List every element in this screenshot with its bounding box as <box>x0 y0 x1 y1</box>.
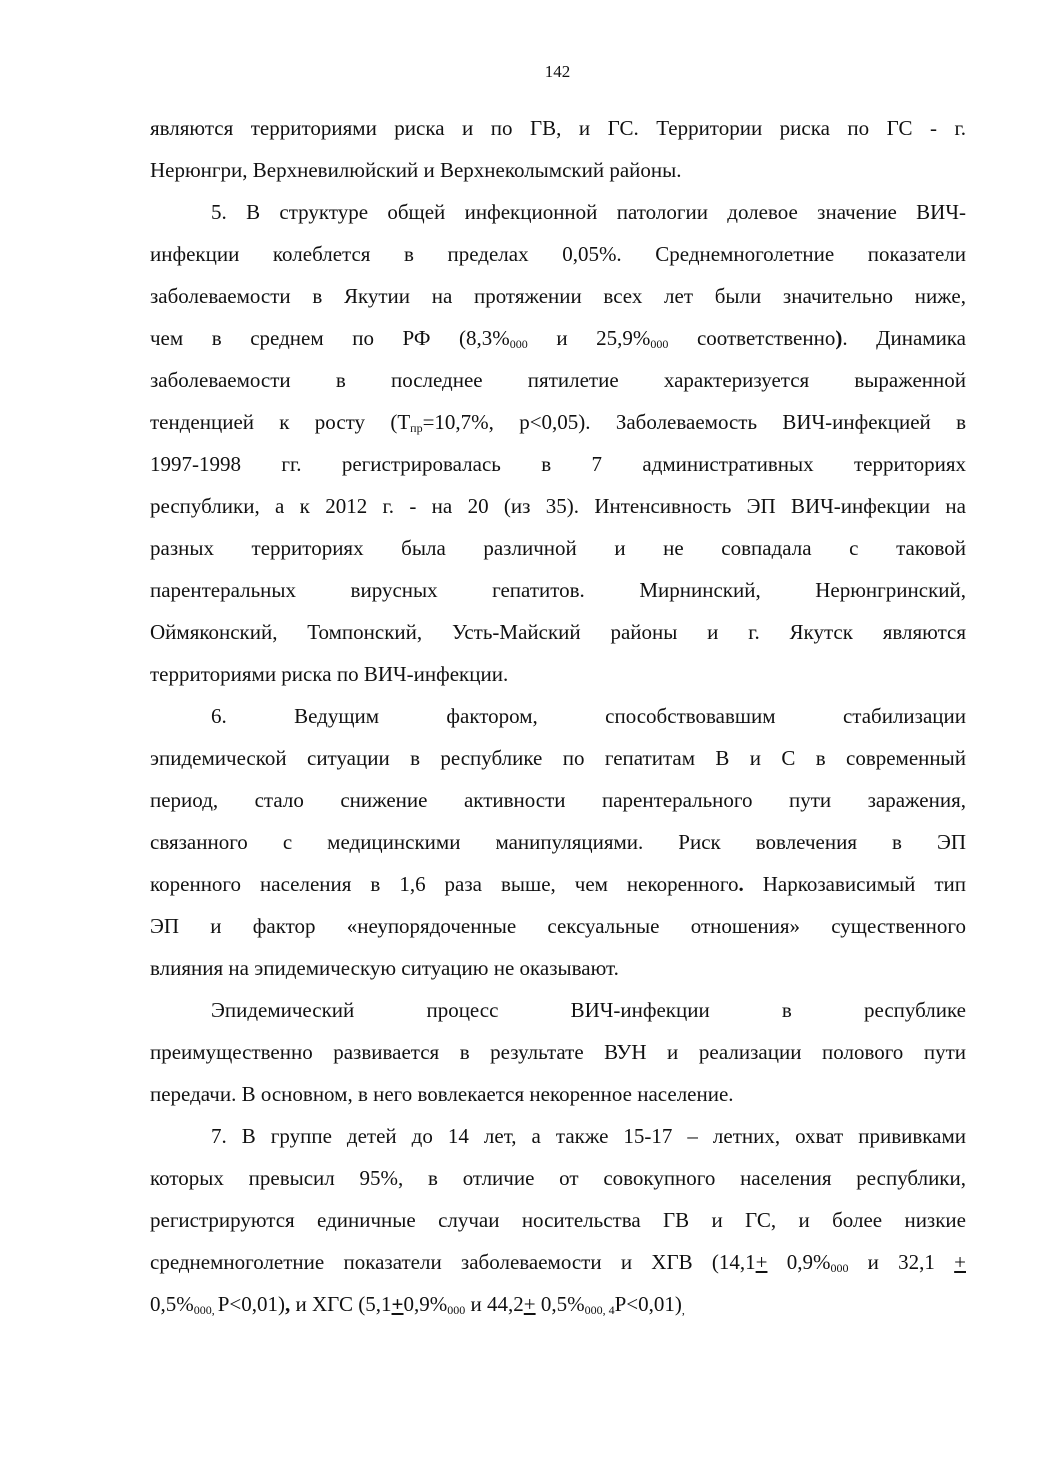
text-span: Нерюнгри, Верхневилюйский и Верхнеколымский районы. <box>150 158 682 182</box>
text-span: 0,9% <box>403 1292 448 1316</box>
text-line <box>150 788 966 814</box>
text-span: являются территориями риска и по ГВ, и ГС. Территории риска по ГС - г. <box>150 116 966 140</box>
text-line <box>150 1166 966 1192</box>
text-line <box>211 704 966 730</box>
text-line <box>150 872 966 898</box>
text-span: парентеральных вирусных гепатитов. Мирнинский, Нерюнгринский, <box>150 578 966 602</box>
subscript: 000 <box>447 1303 466 1317</box>
text-span: территориями риска по ВИЧ-инфекции. <box>150 662 509 686</box>
subscript: , <box>681 1303 685 1317</box>
text-span: 5. В структуре общей инфекционной патологии долевое значение ВИЧ- <box>211 200 966 224</box>
text-span: и ХГС (5,1 <box>290 1292 392 1316</box>
text-line <box>150 662 966 688</box>
text-span <box>150 872 966 896</box>
text-line <box>150 1250 966 1276</box>
text-span: 6. Ведущим фактором, способствовавшим стабилизации <box>211 704 966 728</box>
text-span: . Динамика <box>842 326 967 350</box>
text-line <box>150 1292 966 1318</box>
text-span: инфекции колеблется в пределах 0,05%. Среднемноголетние показатели <box>150 242 966 266</box>
text-span <box>150 1292 685 1316</box>
text-span: 0,9% <box>767 1250 831 1274</box>
text-span: заболеваемости в последнее пятилетие характеризуется выраженной <box>150 368 966 392</box>
text-span <box>150 326 966 350</box>
text-line <box>150 326 966 352</box>
subscript: 000, <box>193 1303 218 1317</box>
text-span: 0,5% <box>535 1292 585 1316</box>
bold-text: , <box>285 1292 291 1316</box>
text-span: соответственно <box>668 326 836 350</box>
text-span: коренного населения в 1,6 раза выше, чем некоренного <box>150 872 739 896</box>
text-span: =10,7%, p<0,05). Заболеваемость ВИЧ-инфекцией в <box>422 410 966 434</box>
text-line <box>211 1124 966 1150</box>
text-span: период, стало снижение активности парентерального пути заражения, <box>150 788 966 812</box>
text-line <box>150 410 966 436</box>
text-line <box>150 620 966 646</box>
text-span: и 25,9% <box>527 326 651 350</box>
text-span: тенденцией к росту (Т <box>150 410 411 434</box>
text-span <box>150 410 966 434</box>
text-span: чем в среднем по РФ (8,3% <box>150 326 510 350</box>
text-line <box>150 368 966 394</box>
text-line <box>150 242 966 268</box>
bold-text: . <box>738 872 744 896</box>
text-line <box>150 452 966 478</box>
text-span: Наркозависимый тип <box>743 872 966 896</box>
text-span: среднемноголетние показатели заболеваемости и ХГВ (14,1 <box>150 1250 756 1274</box>
text-line <box>150 284 966 310</box>
page-number: 142 <box>544 62 571 81</box>
text-line <box>150 956 966 982</box>
text-span: и 32,1 <box>848 1250 955 1274</box>
text-line <box>150 494 966 520</box>
text-span: регистрируются единичные случаи носительства ГВ и ГС, и более низкие <box>150 1208 966 1232</box>
subscript: 000 <box>509 337 528 351</box>
text-line <box>150 578 966 604</box>
text-span: ЭП и фактор «неупорядоченные сексуальные отношения» существенного <box>150 914 966 938</box>
text-line <box>150 536 966 562</box>
subscript: 000 <box>650 337 669 351</box>
text-line <box>150 1040 966 1066</box>
text-span: 1997-1998 гг. регистрировалась в 7 административных территориях <box>150 452 966 476</box>
text-span: и 44,2 <box>465 1292 524 1316</box>
text-span: P<0,01) <box>614 1292 682 1316</box>
text-span: которых превысил 95%, в отличие от совокупного населения республики, <box>150 1166 966 1190</box>
text-span: эпидемической ситуации в республике по гепатитам В и С в современный <box>150 746 966 770</box>
text-line <box>150 1208 966 1234</box>
text-span: 0,5% <box>150 1292 194 1316</box>
text-line <box>211 998 966 1024</box>
text-line <box>150 158 966 184</box>
plus-minus-underlined: + <box>523 1292 536 1316</box>
text-line <box>150 116 966 142</box>
text-span <box>150 1250 966 1274</box>
text-span: 7. В группе детей до 14 лет, а также 15-17 – летних, охват прививками <box>211 1124 966 1148</box>
text-span: передачи. В основном, в него вовлекается некоренное население. <box>150 1082 734 1106</box>
bold-text: ) <box>835 326 843 350</box>
text-span: Эпидемический процесс ВИЧ-инфекции в республике <box>211 998 966 1022</box>
text-span: заболеваемости в Якутии на протяжении всех лет были значительно ниже, <box>150 284 966 308</box>
text-span: разных территориях была различной и не совпадала с таковой <box>150 536 966 560</box>
text-span: преимущественно развивается в результате ВУН и реализации полового пути <box>150 1040 966 1064</box>
text-span: связанного с медицинскими манипуляциями. Риск вовлечения в ЭП <box>150 830 966 854</box>
text-span: влияния на эпидемическую ситуацию не оказывают. <box>150 956 619 980</box>
text-span: Оймяконский, Томпонский, Усть-Майский районы и г. Якутск являются <box>150 620 966 644</box>
subscript: пр <box>410 421 423 435</box>
subscript: 000 <box>830 1261 849 1275</box>
text-line <box>211 200 966 226</box>
text-span: P<0,01) <box>217 1292 286 1316</box>
text-line <box>150 830 966 856</box>
text-line <box>150 746 966 772</box>
plus-minus-underlined: + <box>755 1250 768 1274</box>
plus-minus-underlined: + <box>391 1292 404 1316</box>
text-line <box>150 914 966 940</box>
plus-minus-underlined: + <box>954 1250 966 1274</box>
text-span: республики, а к 2012 г. - на 20 (из 35). Интенсивность ЭП ВИЧ-инфекции на <box>150 494 966 518</box>
text-line <box>150 1082 966 1108</box>
subscript: 000, 4 <box>584 1303 615 1317</box>
